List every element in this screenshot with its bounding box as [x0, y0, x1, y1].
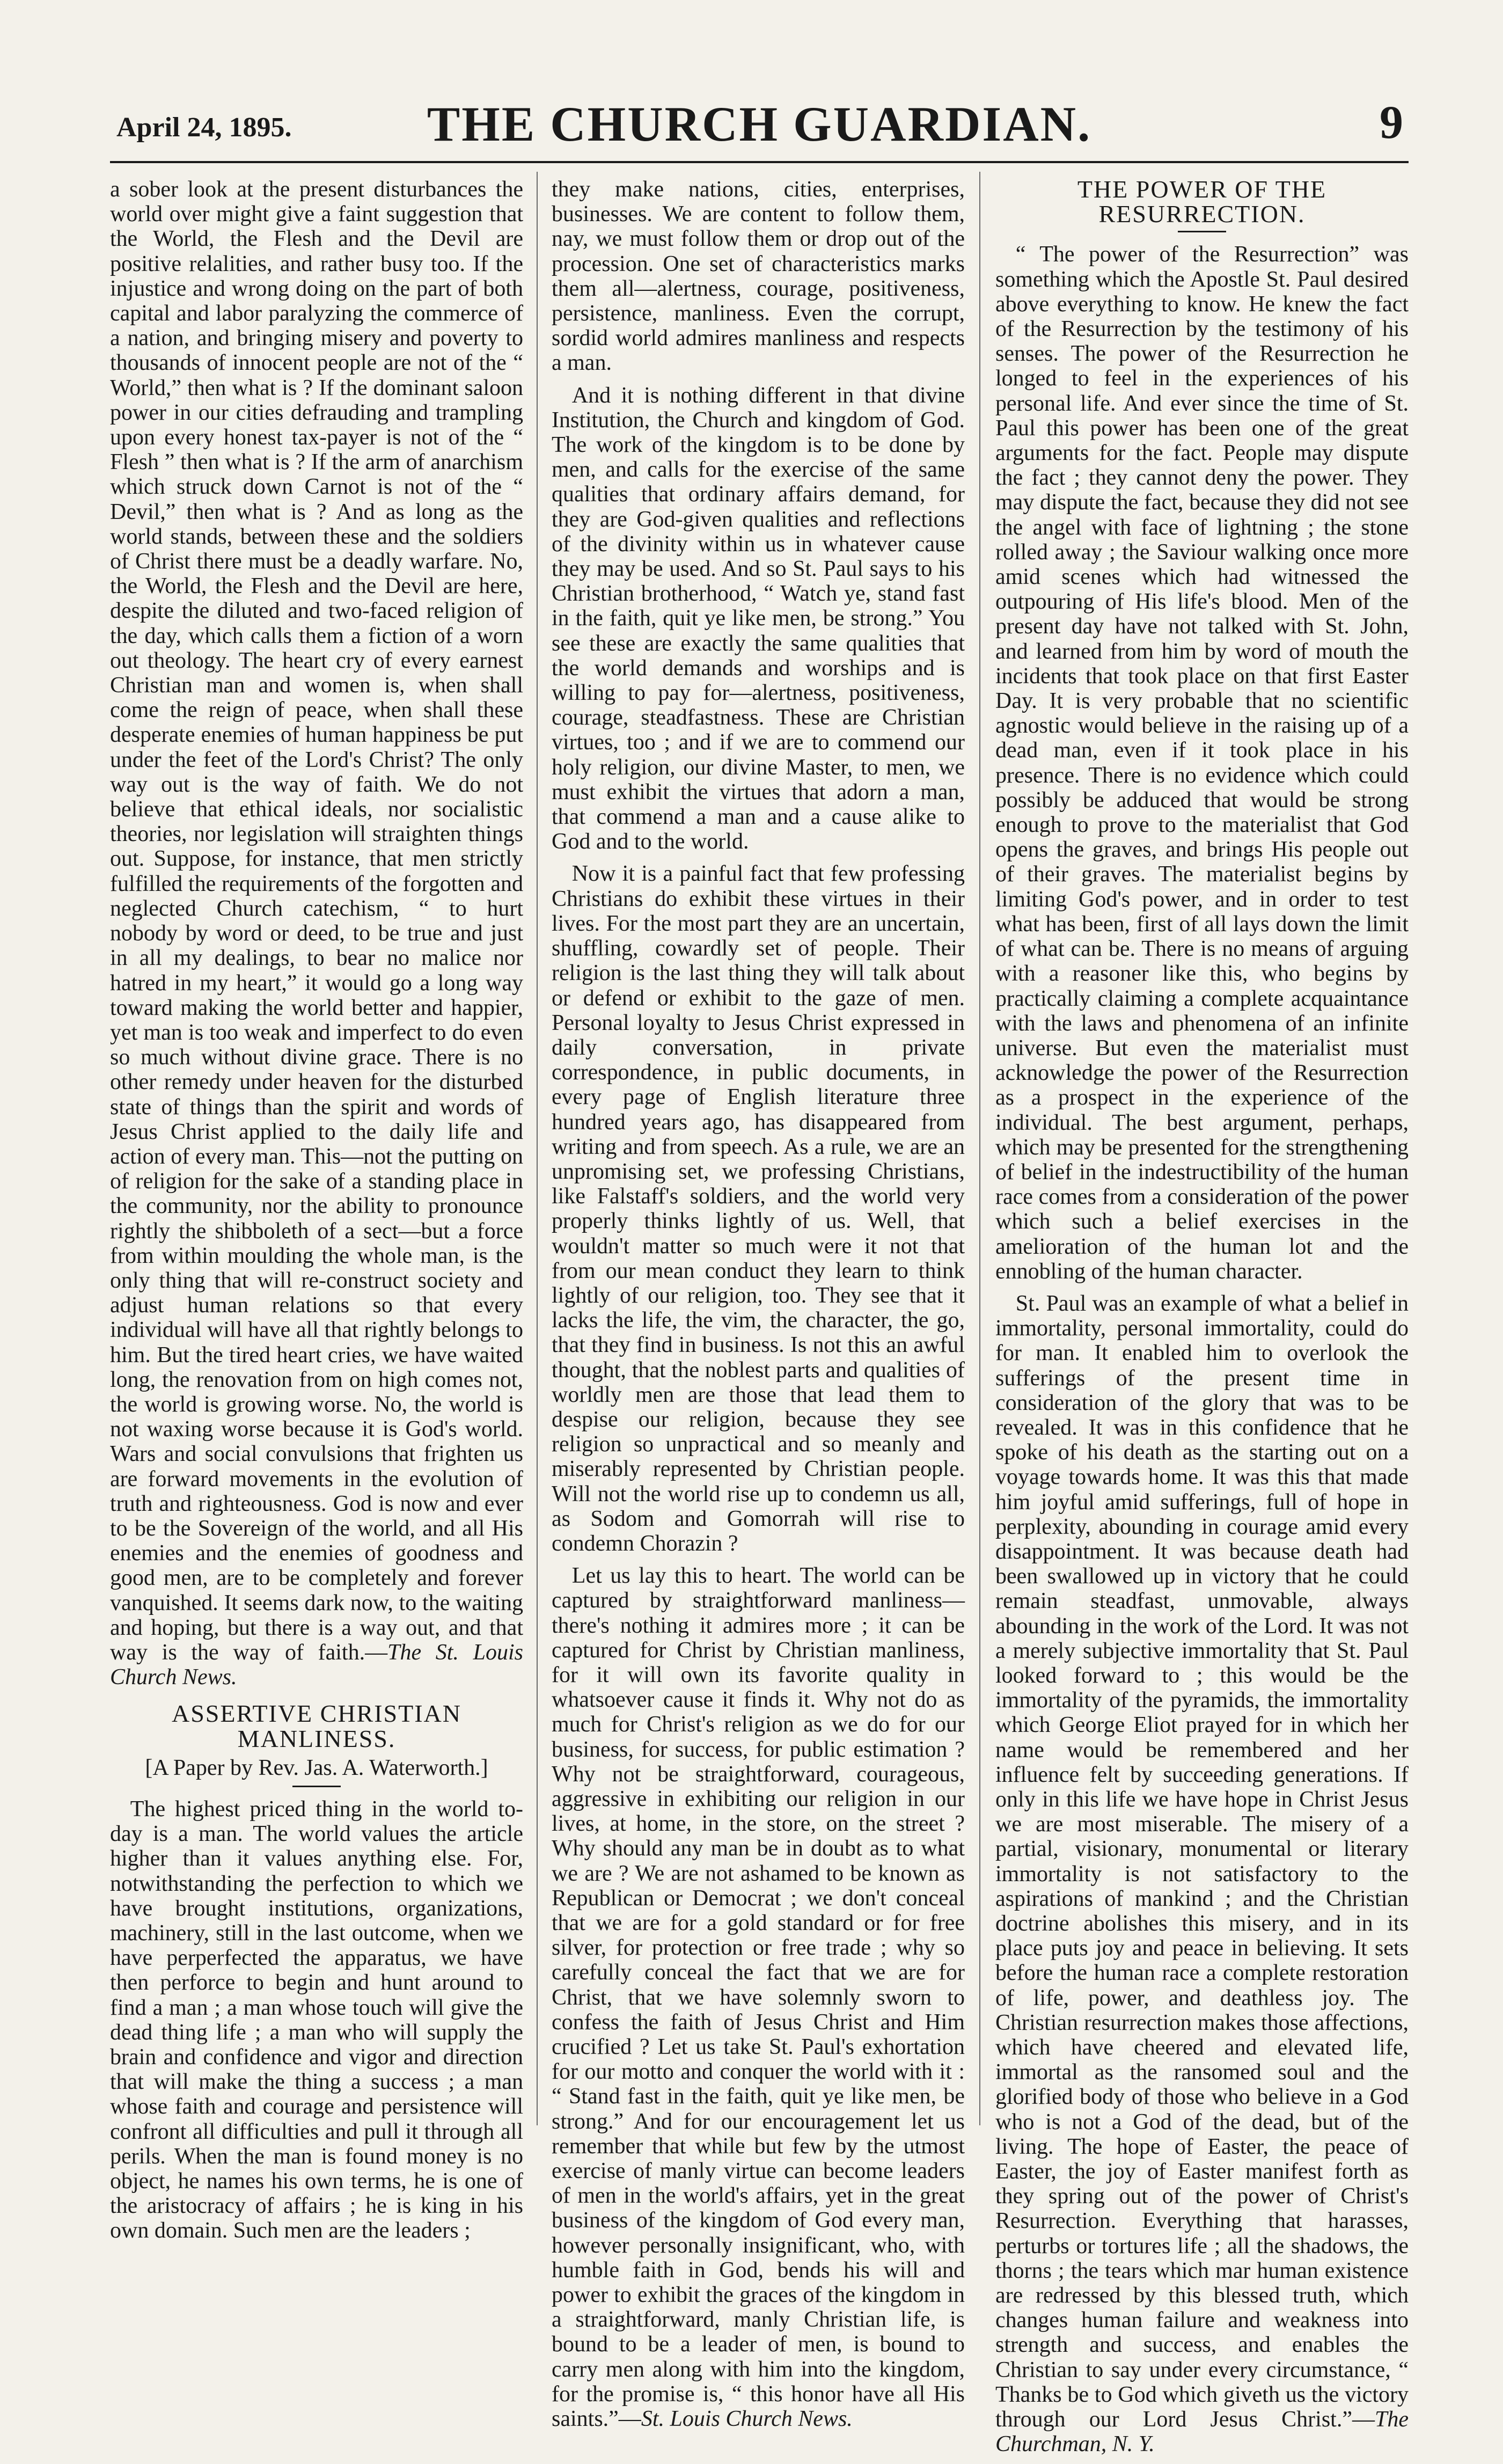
column-1: [110, 177, 523, 2251]
issue-date: April 24, 1895.: [116, 112, 292, 143]
article-paragraph: [110, 177, 523, 1690]
article-heading: THE POWER OF THE RESURRECTION.: [1077, 176, 1327, 228]
column-2: [552, 177, 965, 2439]
heading-rule: [292, 1786, 341, 1787]
newspaper-title: THE CHURCH GUARDIAN.: [427, 97, 1092, 151]
article-paragraph: The highest priced thing in the world to-day is a man. The world values the article higher than it values anything else. For, notwithstanding the perfection to which we have brought institutions, organizations, machinery, still in the last outcome, when we have perperfected the apparatus, we have then perforce to begin and hunt around to find a man ; a man whose touch will give the dead thing life ; a man who will supply the brain and confidence and vigor and direction that will make the thing a success ; a man whose faith and courage and persistence will confront all difficulties and pull it through all perils. When the man is found money is no object, he names his own terms, he is one of the aristocracy of affairs ; he is king in his own domain. Such men are the leaders ;: [110, 1797, 523, 2243]
paragraph-text: Let us lay this to heart. The world can be captured by straightforward manliness—there's nothing it admires more ; it can be captured for Christ by Christian manliness, for it will own its favorite quality in whatsoever cause it finds it. Why not do as much for Christ's religion as we do for our business, for success, for public estimation ? Why not be straightforward, courageous, aggressive in exhibiting our religion in our lives, at home, in the store, on the street ? Why should any man be in doubt as to what we are ? We are not ashamed to be known as Republican or Democrat ; we don't conceal that we are for a gold standard or for free silver, for protection or free trade ; why so carefully conceal the fact that we are for Christ, that we have solemnly sworn to confess the faith of Jesus Christ and Him crucified ? Let us take St. Paul's exhortation for our motto and conquer the world with it : “ Stand fast in the faith, quit ye like men, be strong.” And for our encouragement let us remember that while but few by the utmost exercise of manly virtue can become leaders of men in the world's affairs, yet in the great business of the kingdom of God every man, however personally insignificant, who, with humble faith in God, bends his will and power to exhibit the graces of the kingdom in a straightforward, manly Christian life, is bound to be a leader of men, is bound to carry men along with him into the kingdom, for the promise is, “ this honor have all His saints.”—: [552, 1563, 965, 2432]
masthead: [110, 96, 1409, 160]
byline: [A Paper by Rev. Jas. A. Waterworth.]: [145, 1755, 488, 1780]
paragraph-text: St. Paul was an example of what a belief in immortality, personal immortality, could do for man. It enabled him to overlook the sufferings of the present time in consideration of the glory that was to be revealed. It was in this confidence that he spoke of his death as the starting out on a voyage towards home. It was this that made him joyful amid sufferings, full of hope in perplexity, abounding in courage amid every disappointment. It was because death had been swallowed up in victory that he could remain steadfast, unmovable, always abounding in the work of the Lord. It was not a merely subjective immortality that St. Paul looked forward to ; this would be the immortality of the pyramids, the immortality which George Eliot prayed for in which her name would be remembered and her influence felt by succeeding generations. If only in this life we have hope in Christ Jesus we are most miserable. The misery of a partial, visionary, monumental or literary immortality is not satisfactory to the aspirations of mankind ; and the Christian doctrine abolishes this misery, and in its place puts joy and peace in believing. It sets before the human race a complete restoration of life, power, and deathless joy. The Christian resurrection makes those affections, which have cheered and elevated life, immortal as the ransomed soul and the glorified body of those who believe in a God who is not a God of the dead, but of the living. The hope of Easter, the peace of Easter, the joy of Easter manifest forth as they spring out of the power of Christ's Resurrection. Everything that harasses, perturbs or tortures life ; all the shadows, the thorns ; the tears which mar human existence are redressed by this blessed truth, which changes human failure and weakness into strength and success, and enables the Christian to say under every circumstance, “ Thanks be to God which giveth us the victory through our Lord Jesus Christ.”—: [995, 1291, 1409, 2432]
source-signature: St. Louis Church News.: [641, 2407, 853, 2432]
article-paragraph: they make nations, cities, enterprises, businesses. We are content to follow them, nay, we must follow them or drop out of the procession. One set of characteristics marks them all—alertness, courage, positiveness, persistence, manliness. Even the corrupt, sordid world admires manliness and respects a man.: [552, 177, 965, 376]
page-number: 9: [1380, 97, 1403, 149]
column-divider: [537, 172, 538, 2125]
heading-rule: [1178, 231, 1226, 232]
column-3: [995, 177, 1409, 2464]
masthead-rule: [110, 161, 1409, 163]
article-paragraph: “ The power of the Resurrection” was something which the Apostle St. Paul desired above everything to know. He knew the fact of the Resurrection by the testimony of his senses. The power of the Resurrection he longed to feel in the experiences of his personal life. And ever since the time of St. Paul this power has been one of the great arguments for the fact. People may dispute the fact ; they cannot deny the power. They may dispute the fact, because they did not see the angel with face of lightning ; the stone rolled away ; the Saviour walking once more amid scenes which had witnessed the outpouring of His life's blood. Men of the present day have not talked with St. John, and learned from him by word of mouth the incidents that took place on that first Easter Day. It is very probable that no scientific agnostic would believe in the raising up of a dead man, even if it took place in his presence. There is no evidence which could possibly be adduced that would be strong enough to prove to the materialist that God opens the graves, and brings His people out of their graves. The materialist begins by limiting God's power, and in order to test what has been, first of all lays down the limit of what can be. There is no means of arguing with a reasoner like this, who begins by practically claiming a complete acquaintance with the laws and phenomena of an infinite universe. But even the materialist must acknowledge the power of the Resurrection as a prospect in the experience of the individual. The best argument, perhaps, which may be presented for the strengthening of belief in the indestructibility of the human race comes from a consideration of the power which such a belief exercises in the amelioration of the human lot and the ennobling of the human character.: [995, 242, 1409, 1284]
article-paragraph: Now it is a painful fact that few professing Christians do exhibit these virtues in their lives. For the most part they are an uncertain, shuffling, cowardly set of people. Their religion is the last thing they will talk about or defend or exhibit to the gaze of men. Personal loyalty to Jesus Christ expressed in daily conversation, in private correspondence, in public documents, in every page of English literature three hundred years ago, has disappeared from writing and from speech. As a rule, we are an unpromising set, we professing Christians, like Falstaff's soldiers, and the world very properly thinks lightly of us. Well, that wouldn't matter so much were it not that from our mean conduct they learn to think lightly of our religion, too. They see that it lacks the life, the vim, the character, the go, that they find in business. Is not this an awful thought, that the noblest parts and qualities of worldly men are those that lead them to despise our religion, because they see religion so unpractical and so meanly and miserably represented by Christian people. Will not the world rise up to condemn us all, as Sodom and Gomorrah will rise to condemn Chorazin ?: [552, 861, 965, 1556]
article-paragraph: And it is nothing different in that divine Institution, the Church and kingdom of God. The work of the kingdom is to be done by men, and calls for the exercise of the same qualities that ordinary affairs demand, for they are God-given qualities and reflections of the divinity within us in whatever cause they may be used. And so St. Paul says to his Christian brotherhood, “ Watch ye, stand fast in the faith, quit ye like men, be strong.” You see these are exactly the same qualities that the world demands and worships and is willing to pay for—alertness, positiveness, courage, steadfastness. These are Christian virtues, too ; and if we are to commend our holy religion, our divine Master, to men, we must exhibit the virtues that adorn a man, that commend a man and a cause alike to God and to the world.: [552, 383, 965, 854]
column-divider: [979, 172, 980, 2125]
source-signature: The St. Louis Church News.: [110, 1640, 523, 1690]
article-heading: ASSERTIVE CHRISTIAN MANLINESS.: [172, 1700, 461, 1752]
article-paragraph: [552, 1563, 965, 2431]
paragraph-text: a sober look at the present disturbances the world over might give a faint suggestion that the World, the Flesh and the Devil are positive relalities, and rather busy too. If the injustice and wrong doing on the part of both capital and labor paralyzing the commerce of a nation, and bringing misery and poverty to thousands of innocent people are not of the “ World,” then what is ? If the dominant saloon power in our cities defrauding and trampling upon every honest tax-payer is not of the “ Flesh ” then what is ? If the arm of anarchism which struck down Carnot is not of the “ Devil,” then what is ? And as long as the world stands, between these and the soldiers of Christ there must be a deadly warfare. No, the World, the Flesh and the Devil are here, despite the diluted and two-faced religion of the day, which calls them a fiction of a worn out theology. The heart cry of every earnest Christian man and women is, when shall come the reign of peace, when shall these desperate enemies of human happiness be put under the feet of the Lord's Christ? The only way out is the way of faith. We do not believe that ethical ideals, nor socialistic theories, nor legislation will straighten things out. Suppose, for instance, that men strictly fulfilled the requirements of the forgotten and neglected Church catechism, “ to hurt nobody by word or deed, to be true and just in all my dealings, to bear no malice nor hatred in my heart,” it would go a long way toward making the world better and happier, yet man is too weak and imperfect to do even so much without divine grace. There is no other remedy under heaven for the disturbed state of things than the spirit and words of Jesus Christ applied to the daily life and action of every man. This—not the putting on of religion for the sake of a standing place in the community, nor the ability to pronounce rightly the shibboleth of a sect—but a force from within moulding the whole man, is the only thing that will re-construct society and adjust human relations so that every individual will have all that rightly belongs to him. But the tired heart cries, we have waited long, the renovation from on high comes not, the world is growing worse. No, the world is not waxing worse because it is God's world. Wars and social convulsions that frighten us are forward movements in the evolution of truth and righteousness. God is now and ever to be the Sovereign of the world, and all His enemies and the enemies of goodness and good men, are to be completely and forever vanquished. It seems dark now, to the waiting and hoping, but there is a way out, and that way is the way of faith.—: [110, 177, 523, 1665]
article-paragraph: [995, 1291, 1409, 2457]
source-signature: The Churchman, N. Y.: [995, 2407, 1409, 2457]
